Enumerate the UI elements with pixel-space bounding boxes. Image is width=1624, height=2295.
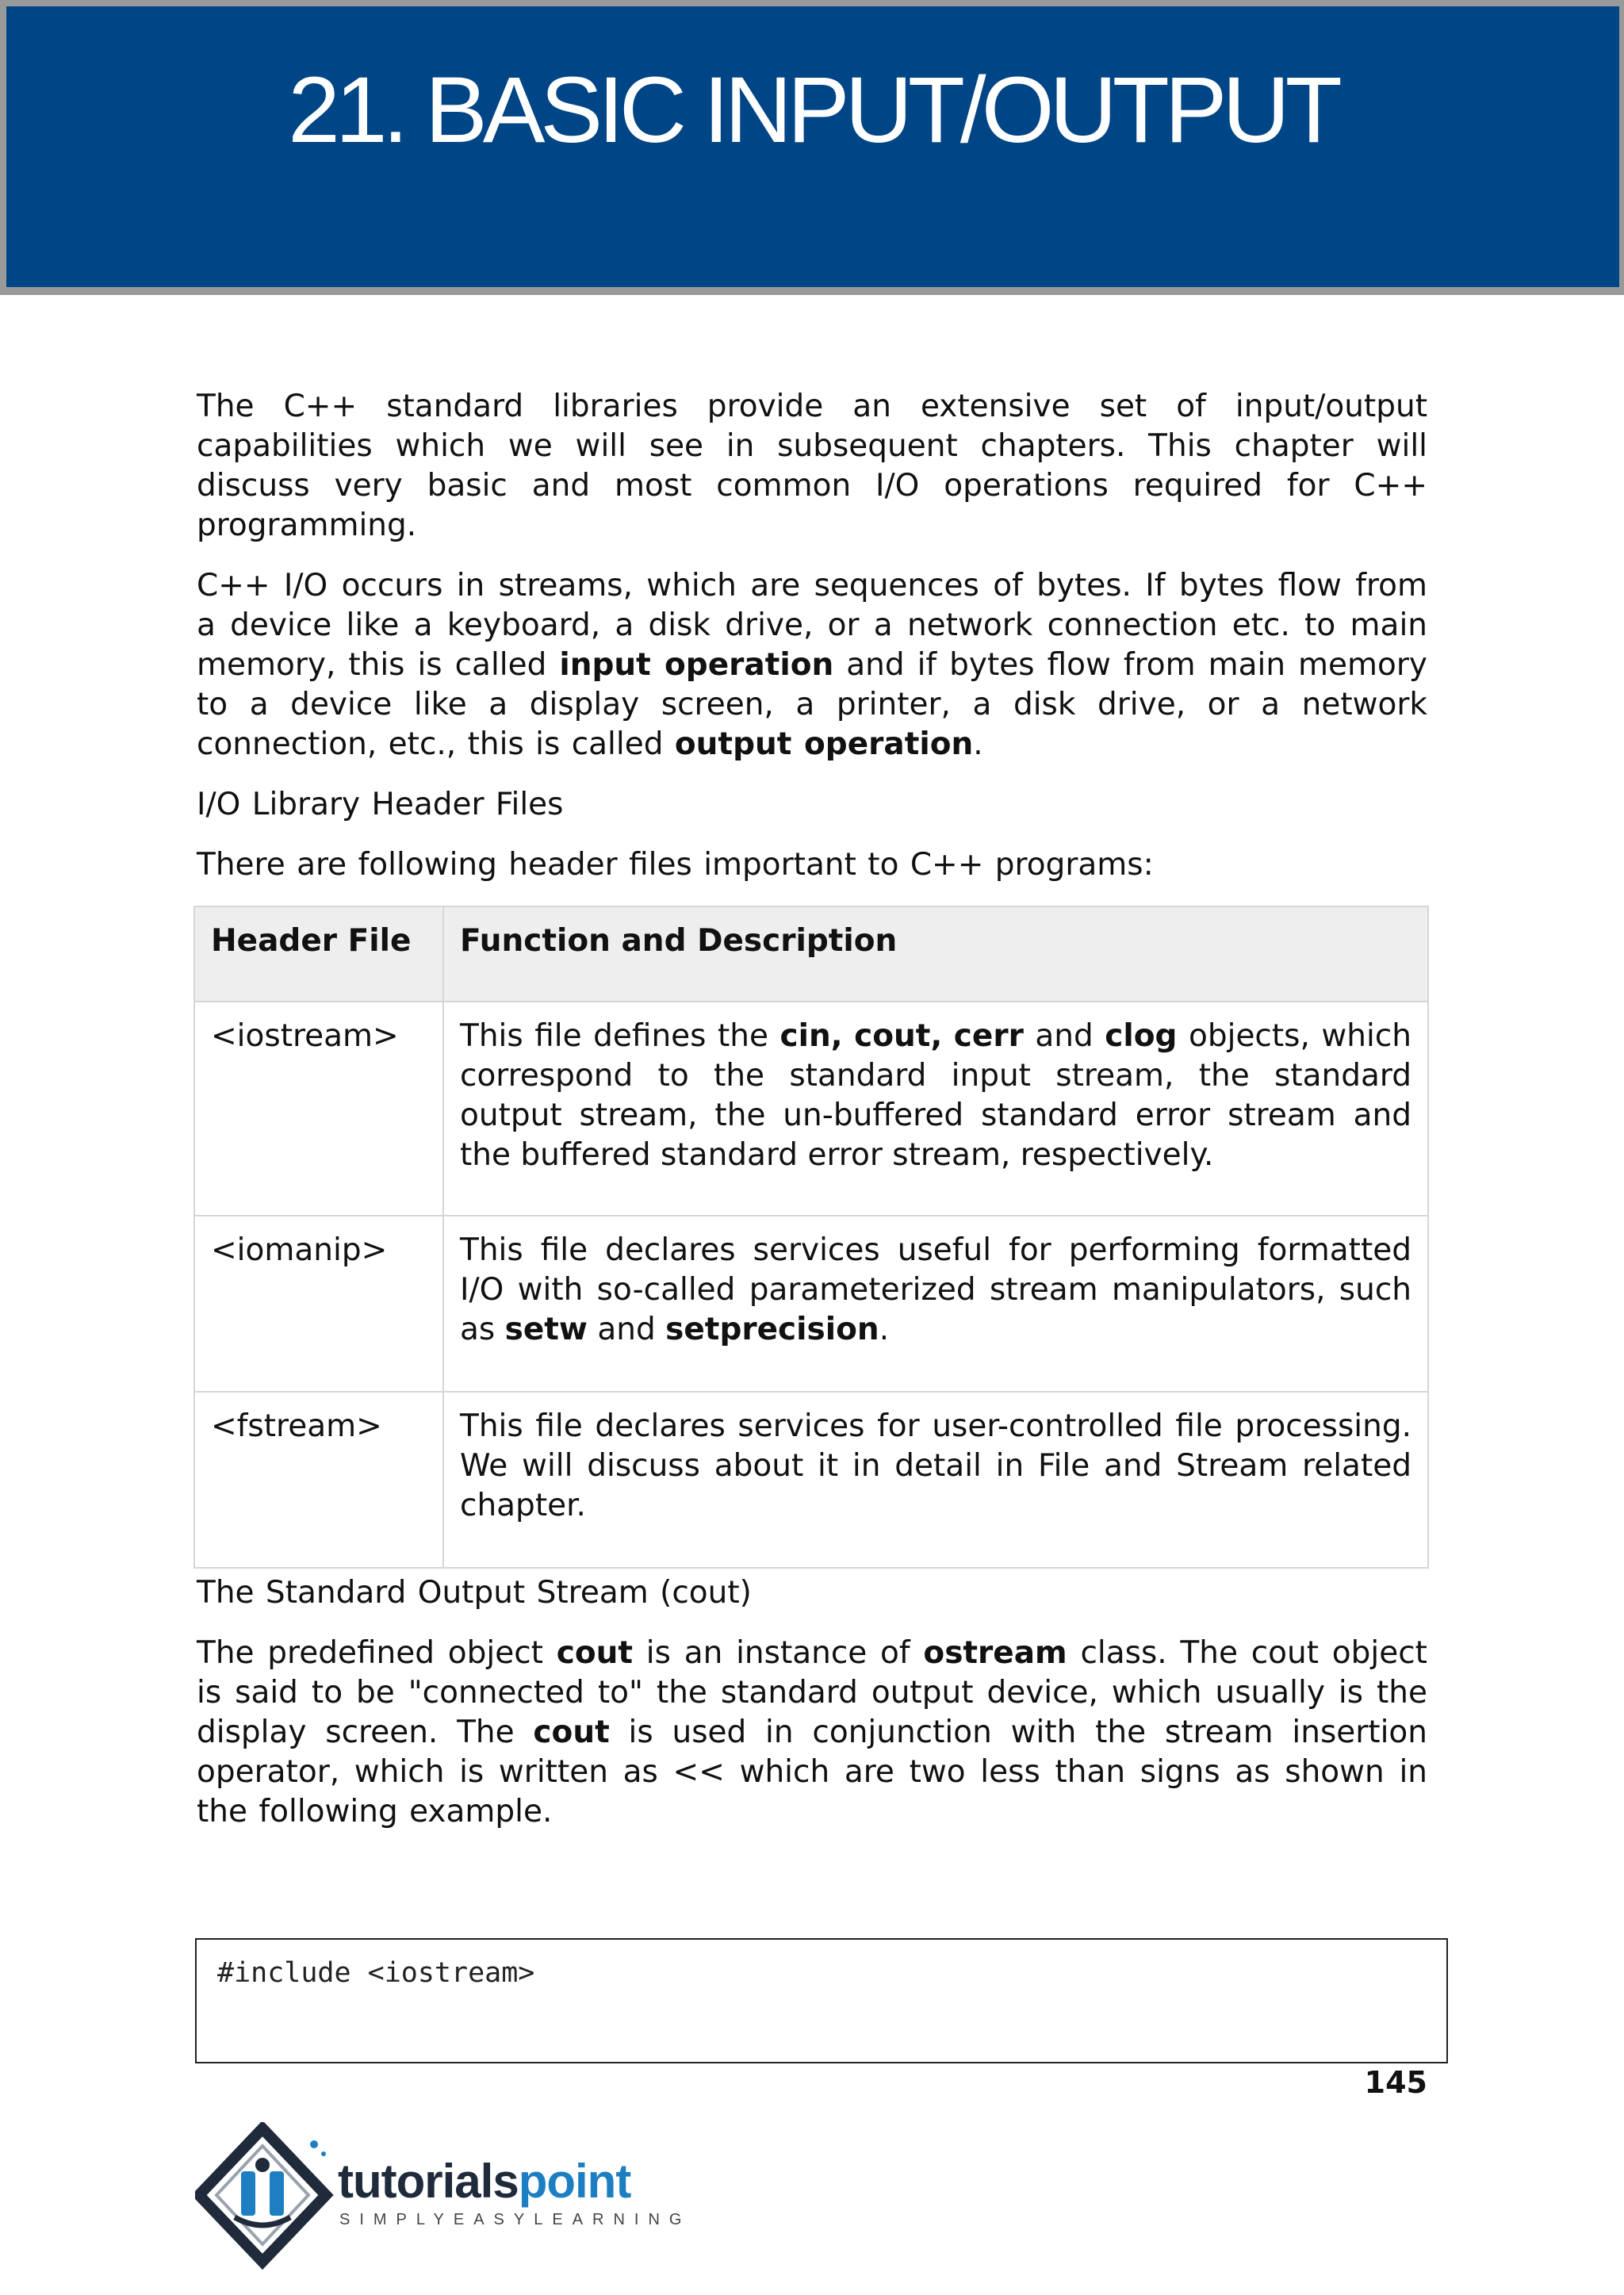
logo-wordmark bbox=[338, 2154, 630, 2209]
desc-term: cerr bbox=[953, 1018, 1024, 1054]
description-cell bbox=[443, 1002, 1428, 1216]
desc-term: cin, bbox=[779, 1018, 843, 1054]
desc-text: objects, which correspond to the standard input stream, the standard output stream, the un-buffered standard error stream and the buffered standard error stream, respectively. bbox=[460, 1018, 1412, 1173]
logo-text-tutorials: tutorials bbox=[338, 2155, 519, 2208]
header-file-cell: <iostream> bbox=[194, 1002, 443, 1216]
cout-term: cout bbox=[556, 1635, 634, 1671]
chapter-title: 21. BASIC INPUT/OUTPUT bbox=[288, 58, 1338, 163]
page-body bbox=[197, 387, 1427, 1852]
desc-text: and bbox=[1023, 1018, 1105, 1054]
desc-text bbox=[942, 1018, 954, 1054]
chapter-banner bbox=[0, 0, 1624, 295]
streams-text-1: C++ I/O occurs in streams, which are sequences of bytes. If bytes flow from a device like a keyboard, a disk drive, or a network connection etc. to main memory, this is called bbox=[197, 568, 1427, 683]
table-row bbox=[194, 1002, 1428, 1216]
page-number: 145 bbox=[1364, 2065, 1427, 2100]
desc-text: This file declares services useful for performing formatted I/O with so-called parameterized stream manipulators, such as bbox=[460, 1232, 1411, 1347]
streams-paragraph bbox=[197, 566, 1427, 764]
desc-text bbox=[843, 1018, 855, 1054]
code-line: #include <iostream> bbox=[217, 1957, 535, 1989]
header-files-table bbox=[193, 906, 1429, 1569]
column-header-file: Header File bbox=[194, 906, 443, 1002]
desc-text: . bbox=[879, 1312, 890, 1347]
table-row bbox=[194, 1216, 1428, 1392]
tutorialspoint-logo bbox=[195, 2122, 691, 2273]
section-heading-cout: The Standard Output Stream (cout) bbox=[197, 1575, 752, 1611]
desc-term: clog bbox=[1105, 1018, 1178, 1054]
output-operation-term: output operation bbox=[674, 726, 974, 762]
section-heading-headers: I/O Library Header Files bbox=[197, 787, 564, 822]
table-row bbox=[194, 1392, 1428, 1568]
description-cell: This file declares services for user-controlled file processing. We will discuss about it in detail in File and Stream related chapter. bbox=[443, 1392, 1428, 1568]
cout-paragraph bbox=[197, 1634, 1427, 1832]
description-cell bbox=[443, 1216, 1428, 1392]
chapter-banner-panel bbox=[6, 6, 1619, 287]
desc-term: cout, bbox=[854, 1018, 943, 1054]
desc-text: This file defines the bbox=[460, 1018, 780, 1054]
desc-term: setw bbox=[504, 1312, 588, 1347]
logo-diamond-icon bbox=[195, 2122, 338, 2273]
cout-text-4: is used in conjunction with the stream insertion operator, which is written as << which are two less than signs as shown in the following example. bbox=[197, 1715, 1427, 1829]
logo-tagline: SIMPLYEASYLEARNING bbox=[339, 2211, 691, 2228]
logo-text-point: point bbox=[518, 2155, 631, 2208]
intro-paragraph: The C++ standard libraries provide an extensive set of input/output capabilities which we will see in subsequent chapters. This chapter will discuss very basic and most common I/O operations required for C++ programming. bbox=[197, 389, 1427, 543]
code-block bbox=[195, 1938, 1448, 2063]
cout-text-2: is an instance of bbox=[633, 1635, 924, 1671]
header-file-cell: <fstream> bbox=[194, 1392, 443, 1568]
table-header-row bbox=[194, 906, 1428, 1002]
desc-text: and bbox=[587, 1312, 666, 1347]
header-file-cell: <iomanip> bbox=[194, 1216, 443, 1392]
ostream-term: ostream bbox=[923, 1635, 1067, 1671]
column-header-description: Function and Description bbox=[443, 906, 1428, 1002]
headers-lead: There are following header files important to C++ programs: bbox=[197, 847, 1154, 883]
cout-text-3: class. The cout object is said to be "connected to" the standard output device, which usually is the display screen. The bbox=[197, 1635, 1427, 1750]
desc-term: setprecision bbox=[665, 1312, 879, 1347]
streams-text-2: and if bytes flow from main memory to a device like a display screen, a printer, a disk drive, or a network connection, etc., this is called bbox=[197, 647, 1427, 762]
input-operation-term: input operation bbox=[559, 647, 834, 683]
cout-term: cout bbox=[533, 1715, 610, 1750]
cout-text-1: The predefined object bbox=[197, 1635, 557, 1671]
streams-text-3: . bbox=[973, 726, 983, 762]
